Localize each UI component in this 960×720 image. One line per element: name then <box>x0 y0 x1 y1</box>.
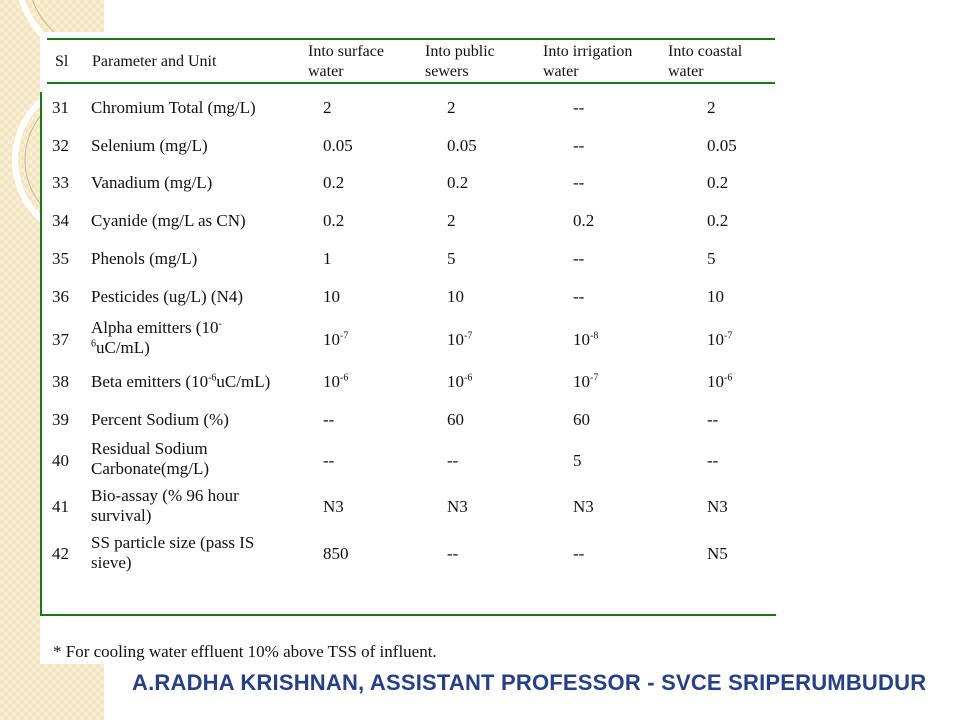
cell-sewers: 60 <box>447 410 464 429</box>
parameter-text: Alpha emitters (10 <box>91 318 219 337</box>
value-exponent: -6 <box>464 372 473 384</box>
cell-irrigation: 5 <box>573 451 582 470</box>
cell-parameter: Vanadium (mg/L) <box>91 173 213 192</box>
cell-coastal: N5 <box>707 544 728 563</box>
table-bottom-rule <box>40 614 776 616</box>
value-exponent: -7 <box>464 330 473 342</box>
value-exponent: -7 <box>724 330 733 342</box>
header-sewers <box>425 42 495 82</box>
header-surface-line1: Into surface <box>308 43 384 60</box>
cell-coastal: 5 <box>707 249 716 268</box>
cell-coastal: 2 <box>707 98 716 117</box>
table-header-rule <box>47 82 775 84</box>
cell-irrigation <box>573 330 598 350</box>
cell-sewers: -- <box>447 451 459 470</box>
value-base: 10 <box>323 372 340 391</box>
parameter-line2: Carbonate(mg/L) <box>91 459 210 478</box>
header-coastal-line1: Into coastal <box>668 43 743 60</box>
value-base: 10 <box>573 330 590 349</box>
cell-sewers <box>447 330 472 350</box>
table-top-rule <box>47 38 775 40</box>
parameter-line2: survival) <box>91 506 152 525</box>
parameter-line2 <box>91 338 222 358</box>
parameter-text: Beta emitters (10 <box>91 372 209 391</box>
cell-sewers: N3 <box>447 497 468 516</box>
cell-sl: 37 <box>52 330 69 349</box>
cell-coastal <box>707 372 732 392</box>
cell-sl: 42 <box>52 544 69 563</box>
cell-sewers: -- <box>447 544 459 563</box>
cell-parameter: Phenols (mg/L) <box>91 249 198 268</box>
parameter-text: uC/mL) <box>216 372 271 391</box>
cell-sl: 33 <box>52 173 69 192</box>
cell-parameter: Chromium Total (mg/L) <box>91 98 256 117</box>
cell-irrigation: -- <box>573 173 585 192</box>
parameter-line1 <box>91 318 222 338</box>
cell-surface: 1 <box>323 249 332 268</box>
cell-sl: 38 <box>52 372 69 391</box>
header-sl: Sl <box>55 53 69 70</box>
cell-parameter: Cyanide (mg/L as CN) <box>91 211 246 230</box>
value-base: 10 <box>323 330 340 349</box>
cell-parameter: Percent Sodium (%) <box>91 410 229 429</box>
header-surface <box>308 42 384 82</box>
cell-coastal: 0.05 <box>707 136 737 155</box>
cell-coastal: 10 <box>707 287 724 306</box>
cell-irrigation: 0.2 <box>573 211 595 230</box>
cell-parameter <box>91 372 270 392</box>
cell-irrigation: -- <box>573 544 585 563</box>
cell-parameter: Pesticides (ug/L) (N4) <box>91 287 244 306</box>
value-exponent: -6 <box>340 372 349 384</box>
value-base: 10 <box>707 330 724 349</box>
cell-irrigation: -- <box>573 98 585 117</box>
cell-sl: 31 <box>52 98 69 117</box>
parameter-line1: SS particle size (pass IS <box>91 533 255 552</box>
cell-surface: 850 <box>323 544 349 563</box>
parameter-line1: Bio-assay (% 96 hour <box>91 486 239 505</box>
cell-parameter <box>91 533 254 573</box>
cell-parameter <box>91 439 209 479</box>
parameter-sup: -6 <box>208 372 217 384</box>
header-irrigation-line2: water <box>543 63 579 80</box>
value-exponent: -7 <box>590 372 599 384</box>
cell-sl: 34 <box>52 211 69 230</box>
cell-surface: -- <box>323 410 335 429</box>
cell-sl: 39 <box>52 410 69 429</box>
header-sewers-line2: sewers <box>425 63 469 80</box>
cell-parameter <box>91 318 222 358</box>
cell-sl: 41 <box>52 497 69 516</box>
cell-sl: 36 <box>52 287 69 306</box>
cell-surface: -- <box>323 451 335 470</box>
header-coastal-line2: water <box>668 63 704 80</box>
cell-sewers: 0.05 <box>447 136 477 155</box>
parameter-line1: Residual Sodium <box>91 439 208 458</box>
cell-sewers: 10 <box>447 287 464 306</box>
cell-sl: 32 <box>52 136 69 155</box>
parameter-sup: 6 <box>91 338 96 350</box>
header-coastal <box>668 42 742 82</box>
cell-surface <box>323 330 348 350</box>
header-sewers-line1: Into public <box>425 43 495 60</box>
cell-sewers: 2 <box>447 98 456 117</box>
cell-coastal: -- <box>707 451 719 470</box>
value-exponent: -6 <box>724 372 733 384</box>
cell-sl: 40 <box>52 451 69 470</box>
cell-irrigation: N3 <box>573 497 594 516</box>
table-left-rule <box>40 92 42 614</box>
cell-coastal: 0.2 <box>707 211 729 230</box>
cell-surface: 0.2 <box>323 211 345 230</box>
cell-irrigation: 60 <box>573 410 590 429</box>
cell-irrigation <box>573 372 598 392</box>
cell-sewers: 0.2 <box>447 173 469 192</box>
cell-surface: N3 <box>323 497 344 516</box>
parameter-line2: sieve) <box>91 553 132 572</box>
cell-parameter <box>91 486 239 526</box>
value-base: 10 <box>447 372 464 391</box>
cell-sewers <box>447 372 472 392</box>
header-surface-line2: water <box>308 63 344 80</box>
value-base: 10 <box>707 372 724 391</box>
value-base: 10 <box>573 372 590 391</box>
cell-irrigation: -- <box>573 136 585 155</box>
cell-coastal <box>707 330 732 350</box>
value-base: 10 <box>447 330 464 349</box>
table-footnote: * For cooling water effluent 10% above TSS of influent. <box>53 642 437 661</box>
cell-coastal: 0.2 <box>707 173 729 192</box>
cell-surface: 10 <box>323 287 340 306</box>
header-irrigation <box>543 42 632 82</box>
cell-sewers: 2 <box>447 211 456 230</box>
cell-coastal: N3 <box>707 497 728 516</box>
header-parameter: Parameter and Unit <box>92 53 217 70</box>
slide-footer-author: A.RADHA KRISHNAN, ASSISTANT PROFESSOR - SVCE SRIPERUMBUDUR <box>132 670 927 695</box>
parameter-sup: - <box>218 318 222 330</box>
cell-sewers: 5 <box>447 249 456 268</box>
value-exponent: -7 <box>340 330 349 342</box>
cell-sl: 35 <box>52 249 69 268</box>
cell-surface: 0.05 <box>323 136 353 155</box>
cell-irrigation: -- <box>573 287 585 306</box>
cell-coastal: -- <box>707 410 719 429</box>
cell-parameter: Selenium (mg/L) <box>91 136 208 155</box>
parameter-text: uC/mL) <box>96 338 150 357</box>
value-exponent: -8 <box>590 330 599 342</box>
cell-surface <box>323 372 348 392</box>
cell-surface: 2 <box>323 98 332 117</box>
cell-surface: 0.2 <box>323 173 345 192</box>
header-irrigation-line1: Into irrigation <box>543 43 633 60</box>
cell-irrigation: -- <box>573 249 585 268</box>
